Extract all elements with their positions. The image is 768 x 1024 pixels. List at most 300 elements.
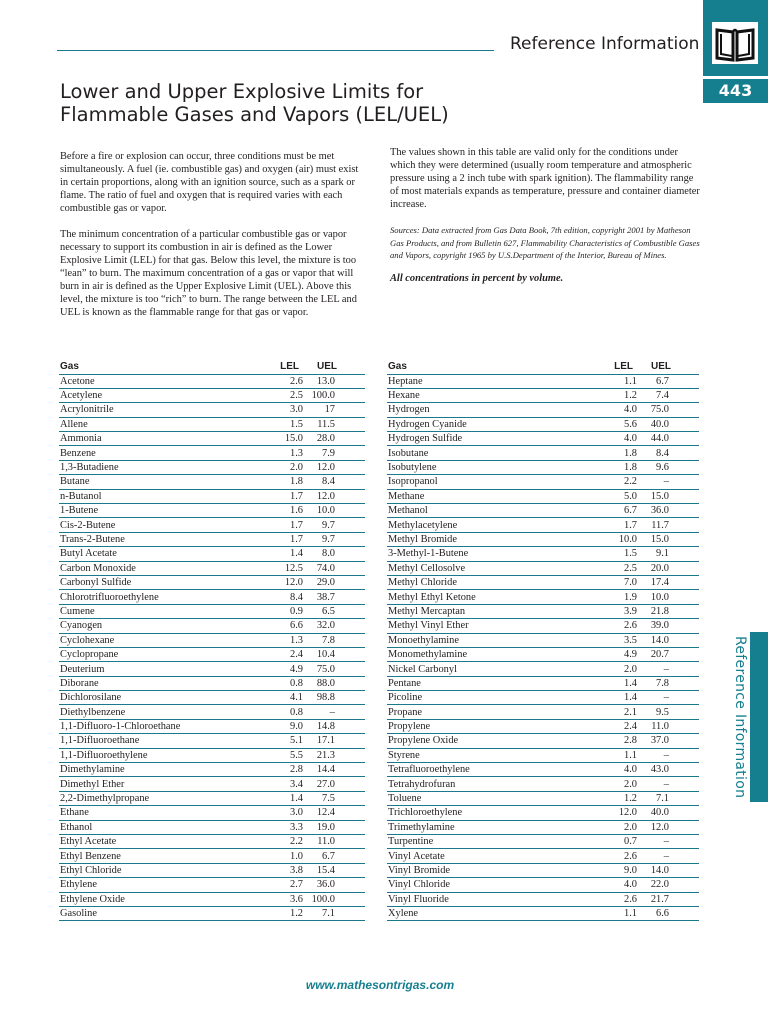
lel-value-cell: 1.6: [263, 504, 303, 518]
lel-value-cell: 2.4: [263, 647, 303, 661]
gas-name-cell: Trimethylamine: [387, 820, 597, 834]
gas-name-cell: Gasoline: [59, 906, 263, 920]
lel-value-cell: 3.3: [263, 820, 303, 834]
uel-value-cell: 8.0: [303, 547, 365, 561]
lel-value-cell: 0.7: [597, 835, 637, 849]
lel-value-cell: 5.6: [597, 417, 637, 431]
uel-value-cell: 32.0: [303, 619, 365, 633]
page-number: 443: [703, 79, 768, 103]
side-tab-label: Reference Information: [732, 636, 748, 799]
uel-value-cell: 75.0: [303, 662, 365, 676]
table-row: [59, 374, 365, 388]
gas-name-cell: Methylacetylene: [387, 518, 597, 532]
gas-name-cell: Butyl Acetate: [59, 547, 263, 561]
gas-name-cell: Cumene: [59, 604, 263, 618]
lel-value-cell: 8.4: [263, 590, 303, 604]
uel-value-cell: 40.0: [637, 417, 699, 431]
table-row: [59, 417, 365, 431]
uel-value-cell: 36.0: [303, 878, 365, 892]
gas-name-cell: Monomethylamine: [387, 647, 597, 661]
uel-value-cell: 14.8: [303, 719, 365, 733]
uel-value-cell: –: [637, 777, 699, 791]
lel-value-cell: 1.8: [597, 460, 637, 474]
uel-value-cell: 21.7: [637, 892, 699, 906]
table-row: [387, 691, 699, 705]
uel-value-cell: 40.0: [637, 806, 699, 820]
lel-value-cell: 1.1: [597, 906, 637, 920]
lel-value-cell: 2.5: [597, 561, 637, 575]
table-row: [387, 906, 699, 920]
lel-value-cell: 3.8: [263, 863, 303, 877]
uel-value-cell: 39.0: [637, 619, 699, 633]
gas-name-cell: Tetrahydrofuran: [387, 777, 597, 791]
gas-name-cell: Heptane: [387, 374, 597, 388]
gas-name-cell: n-Butanol: [59, 489, 263, 503]
uel-value-cell: 14.4: [303, 763, 365, 777]
uel-value-cell: 17.1: [303, 734, 365, 748]
uel-value-cell: 11.7: [637, 518, 699, 532]
gas-name-cell: Isobutane: [387, 446, 597, 460]
gas-name-cell: Turpentine: [387, 835, 597, 849]
intro-paragraph-2: The minimum concentration of a particular combustible gas or vapor necessary to support its combustion in air is defined as the Lower Explosive Limit (LEL) for that gas. Below this level, the mixture is too “lean” to burn. The maximum concentration of a gas or vapor that will burn in air is defined as the Upper Explosive Limit (UEL). Above this level, the mixture is too “rich” to burn. The range between the LEL and UEL is known as the flammable range for that gas or vapor.: [60, 229, 357, 318]
gas-name-cell: Picoline: [387, 691, 597, 705]
gas-name-cell: Cyclopropane: [59, 647, 263, 661]
uel-value-cell: 9.7: [303, 518, 365, 532]
uel-value-cell: 19.0: [303, 820, 365, 834]
lel-value-cell: 3.4: [263, 777, 303, 791]
gas-column-header: Gas: [387, 359, 597, 374]
gas-name-cell: Pentane: [387, 676, 597, 690]
lel-value-cell: 1.7: [597, 518, 637, 532]
lel-value-cell: 0.8: [263, 676, 303, 690]
uel-value-cell: 7.8: [637, 676, 699, 690]
table-row: [387, 561, 699, 575]
table-row: [387, 432, 699, 446]
table-row: [59, 561, 365, 575]
lel-value-cell: 2.6: [597, 849, 637, 863]
uel-value-cell: –: [637, 835, 699, 849]
uel-value-cell: 6.7: [637, 374, 699, 388]
gas-name-cell: Dimethyl Ether: [59, 777, 263, 791]
uel-value-cell: 27.0: [303, 777, 365, 791]
gas-name-cell: Propylene Oxide: [387, 734, 597, 748]
lel-value-cell: 12.0: [263, 575, 303, 589]
uel-column-header: UEL: [637, 359, 699, 374]
gas-name-cell: Hydrogen Sulfide: [387, 432, 597, 446]
uel-value-cell: 10.0: [303, 504, 365, 518]
intro-left-column: [60, 150, 366, 332]
table-row: [387, 518, 699, 532]
lel-value-cell: 4.0: [597, 763, 637, 777]
gas-name-cell: Methyl Bromide: [387, 532, 597, 546]
table-row: [59, 446, 365, 460]
table-row: [387, 575, 699, 589]
table-row: [59, 849, 365, 863]
lel-value-cell: 4.0: [597, 403, 637, 417]
gas-name-cell: Carbonyl Sulfide: [59, 575, 263, 589]
gas-name-cell: Methyl Mercaptan: [387, 604, 597, 618]
uel-value-cell: 9.6: [637, 460, 699, 474]
gas-name-cell: Vinyl Chloride: [387, 878, 597, 892]
table-row: [387, 532, 699, 546]
uel-value-cell: 21.8: [637, 604, 699, 618]
table-row: [59, 647, 365, 661]
sources-note: Sources: Data extracted from Gas Data Book, 7th edition, copyright 2001 by Matheson Gas Products, and from Bulletin 627, Flammability Characteristics of Combustible Gases and Vapors, copyright 1965 by U.S.Department of the Interior, Bureau of Mines.: [390, 225, 700, 260]
uel-value-cell: 15.4: [303, 863, 365, 877]
uel-value-cell: 14.0: [637, 633, 699, 647]
uel-value-cell: 12.4: [303, 806, 365, 820]
table-row: [59, 719, 365, 733]
lel-value-cell: 3.0: [263, 403, 303, 417]
lel-value-cell: 1.9: [597, 590, 637, 604]
lel-value-cell: 4.0: [597, 878, 637, 892]
table-row: [59, 504, 365, 518]
gas-name-cell: Methyl Ethyl Ketone: [387, 590, 597, 604]
gas-name-cell: 1,1-Difluoroethane: [59, 734, 263, 748]
lel-value-cell: 7.0: [597, 575, 637, 589]
gas-name-cell: Cyanogen: [59, 619, 263, 633]
uel-value-cell: 15.0: [637, 489, 699, 503]
uel-value-cell: 12.0: [303, 489, 365, 503]
table-row: [59, 518, 365, 532]
gas-name-cell: Ethyl Chloride: [59, 863, 263, 877]
table-row: [59, 403, 365, 417]
gas-name-cell: Propylene: [387, 719, 597, 733]
lel-value-cell: 1.7: [263, 489, 303, 503]
gas-name-cell: Benzene: [59, 446, 263, 460]
gas-name-cell: Hexane: [387, 388, 597, 402]
table-row: [387, 388, 699, 402]
lel-value-cell: 1.5: [597, 547, 637, 561]
uel-value-cell: 12.0: [303, 460, 365, 474]
table-row: [387, 878, 699, 892]
gas-name-cell: Diborane: [59, 676, 263, 690]
table-header-row: [59, 359, 365, 374]
table-row: [387, 446, 699, 460]
gas-name-cell: Acetylene: [59, 388, 263, 402]
table-row: [59, 734, 365, 748]
uel-value-cell: 29.0: [303, 575, 365, 589]
uel-value-cell: 10.4: [303, 647, 365, 661]
table-row: [387, 417, 699, 431]
intro-paragraph-3: The values shown in this table are valid only for the conditions under which they were determined (usually room temperature and atmospheric pressure using a 2 inch tube with spark ignition). The flammability range of most materials expands as temperature, pressure and container diameter increase.: [390, 147, 700, 210]
side-tab-bar: [750, 632, 768, 802]
gas-name-cell: Methanol: [387, 504, 597, 518]
lel-value-cell: 1.8: [263, 475, 303, 489]
uel-value-cell: 17.4: [637, 575, 699, 589]
gas-table-right: [387, 359, 699, 921]
lel-value-cell: 5.1: [263, 734, 303, 748]
gas-name-cell: Acrylonitrile: [59, 403, 263, 417]
title-line-2: Flammable Gases and Vapors (LEL/UEL): [60, 103, 449, 126]
lel-value-cell: 2.4: [597, 719, 637, 733]
intro-paragraph-1: Before a fire or explosion can occur, three conditions must be met simultaneously. A fuel (ie. combustible gas) and oxygen (air) must exist in certain proportions, along with an ignition source, such as a spark or flame. The ratio of fuel and oxygen that is required varies with each combustible gas or vapor.: [60, 151, 359, 214]
uel-value-cell: 7.8: [303, 633, 365, 647]
uel-value-cell: 7.9: [303, 446, 365, 460]
table-row: [387, 489, 699, 503]
table-row: [387, 662, 699, 676]
table-row: [387, 863, 699, 877]
uel-value-cell: 100.0: [303, 388, 365, 402]
lel-value-cell: 3.5: [597, 633, 637, 647]
table-row: [59, 820, 365, 834]
gas-name-cell: Nickel Carbonyl: [387, 662, 597, 676]
uel-value-cell: 7.4: [637, 388, 699, 402]
table-row: [387, 705, 699, 719]
lel-value-cell: 3.9: [597, 604, 637, 618]
gas-name-cell: Acetone: [59, 374, 263, 388]
lel-value-cell: 2.2: [263, 835, 303, 849]
uel-value-cell: 6.5: [303, 604, 365, 618]
gas-name-cell: Toluene: [387, 791, 597, 805]
table-row: [387, 547, 699, 561]
uel-value-cell: 100.0: [303, 892, 365, 906]
lel-value-cell: 1.2: [597, 388, 637, 402]
uel-value-cell: 14.0: [637, 863, 699, 877]
uel-value-cell: 6.6: [637, 906, 699, 920]
gas-name-cell: Isobutylene: [387, 460, 597, 474]
table-row: [387, 892, 699, 906]
uel-value-cell: 22.0: [637, 878, 699, 892]
lel-value-cell: 15.0: [263, 432, 303, 446]
gas-name-cell: Vinyl Bromide: [387, 863, 597, 877]
lel-value-cell: 2.6: [597, 892, 637, 906]
gas-name-cell: 1,1-Difluoro-1-Chloroethane: [59, 719, 263, 733]
lel-value-cell: 3.0: [263, 806, 303, 820]
uel-value-cell: 10.0: [637, 590, 699, 604]
lel-value-cell: 1.4: [597, 676, 637, 690]
gas-name-cell: Methane: [387, 489, 597, 503]
gas-name-cell: Trans-2-Butene: [59, 532, 263, 546]
uel-value-cell: 9.7: [303, 532, 365, 546]
gas-name-cell: Ethylene: [59, 878, 263, 892]
table-row: [387, 460, 699, 474]
table-row: [59, 432, 365, 446]
gas-name-cell: 2,2-Dimethylpropane: [59, 791, 263, 805]
gas-name-cell: Cyclohexane: [59, 633, 263, 647]
table-row: [387, 619, 699, 633]
table-row: [59, 575, 365, 589]
lel-value-cell: 9.0: [597, 863, 637, 877]
uel-value-cell: 7.1: [303, 906, 365, 920]
gas-name-cell: 1,1-Difluoroethylene: [59, 748, 263, 762]
lel-value-cell: 2.6: [597, 619, 637, 633]
table-row: [59, 878, 365, 892]
gas-name-cell: Butane: [59, 475, 263, 489]
gas-name-cell: Dichlorosilane: [59, 691, 263, 705]
table-row: [59, 691, 365, 705]
table-row: [387, 647, 699, 661]
uel-value-cell: 15.0: [637, 532, 699, 546]
gas-name-cell: Ethanol: [59, 820, 263, 834]
gas-name-cell: Hydrogen: [387, 403, 597, 417]
gas-name-cell: Deuterium: [59, 662, 263, 676]
uel-value-cell: 9.5: [637, 705, 699, 719]
table-row: [387, 604, 699, 618]
lel-value-cell: 1.4: [263, 791, 303, 805]
lel-value-cell: 2.0: [263, 460, 303, 474]
lel-value-cell: 1.4: [597, 691, 637, 705]
gas-name-cell: Ethane: [59, 806, 263, 820]
lel-column-header: LEL: [263, 359, 303, 374]
table-row: [387, 791, 699, 805]
lel-value-cell: 4.0: [597, 432, 637, 446]
gas-name-cell: Ammonia: [59, 432, 263, 446]
uel-value-cell: 11.0: [303, 835, 365, 849]
table-row: [387, 475, 699, 489]
table-row: [59, 388, 365, 402]
table-row: [387, 504, 699, 518]
gas-name-cell: Ethyl Acetate: [59, 835, 263, 849]
gas-name-cell: Tetrafluoroethylene: [387, 763, 597, 777]
lel-value-cell: 2.5: [263, 388, 303, 402]
lel-value-cell: 4.1: [263, 691, 303, 705]
gas-name-cell: Cis-2-Butene: [59, 518, 263, 532]
table-row: [387, 633, 699, 647]
uel-value-cell: 8.4: [303, 475, 365, 489]
uel-value-cell: –: [637, 748, 699, 762]
table-row: [59, 791, 365, 805]
gas-name-cell: Monoethylamine: [387, 633, 597, 647]
table-row: [387, 763, 699, 777]
section-title: Reference Information: [510, 34, 700, 54]
gas-name-cell: Vinyl Fluoride: [387, 892, 597, 906]
table-row: [59, 892, 365, 906]
lel-value-cell: 12.0: [597, 806, 637, 820]
table-row: [59, 906, 365, 920]
gas-name-cell: Propane: [387, 705, 597, 719]
table-row: [59, 489, 365, 503]
footer-url: www.mathesontrigas.com: [305, 978, 455, 992]
table-row: [387, 849, 699, 863]
uel-value-cell: 98.8: [303, 691, 365, 705]
gas-name-cell: Diethylbenzene: [59, 705, 263, 719]
header-rule: [57, 50, 494, 51]
lel-value-cell: 4.9: [263, 662, 303, 676]
uel-value-cell: –: [637, 475, 699, 489]
gas-name-cell: Chlorotrifluoroethylene: [59, 590, 263, 604]
gas-name-cell: Methyl Cellosolve: [387, 561, 597, 575]
table-header-row: [387, 359, 699, 374]
lel-value-cell: 0.8: [263, 705, 303, 719]
table-row: [59, 705, 365, 719]
table-row: [59, 532, 365, 546]
gas-name-cell: 1,3-Butadiene: [59, 460, 263, 474]
uel-value-cell: 6.7: [303, 849, 365, 863]
gas-name-cell: Trichloroethylene: [387, 806, 597, 820]
table-row: [59, 863, 365, 877]
concentration-note: All concentrations in percent by volume.: [390, 272, 564, 284]
lel-value-cell: 6.6: [263, 619, 303, 633]
lel-value-cell: 1.0: [263, 849, 303, 863]
lel-value-cell: 2.0: [597, 777, 637, 791]
table-row: [387, 734, 699, 748]
lel-value-cell: 5.0: [597, 489, 637, 503]
table-row: [387, 820, 699, 834]
uel-value-cell: 12.0: [637, 820, 699, 834]
lel-value-cell: 2.2: [597, 475, 637, 489]
lel-value-cell: 2.0: [597, 662, 637, 676]
uel-value-cell: 11.0: [637, 719, 699, 733]
gas-name-cell: 3-Methyl-1-Butene: [387, 547, 597, 561]
table-row: [59, 662, 365, 676]
gas-name-cell: Methyl Chloride: [387, 575, 597, 589]
uel-value-cell: 20.7: [637, 647, 699, 661]
table-row: [387, 590, 699, 604]
lel-value-cell: 9.0: [263, 719, 303, 733]
table-row: [59, 748, 365, 762]
uel-value-cell: 20.0: [637, 561, 699, 575]
table-row: [387, 777, 699, 791]
uel-value-cell: –: [637, 662, 699, 676]
uel-value-cell: 75.0: [637, 403, 699, 417]
lel-value-cell: 2.0: [597, 820, 637, 834]
gas-table-left: [59, 359, 365, 921]
lel-value-cell: 1.8: [597, 446, 637, 460]
lel-value-cell: 0.9: [263, 604, 303, 618]
book-icon: [712, 22, 758, 64]
gas-name-cell: Xylene: [387, 906, 597, 920]
lel-value-cell: 5.5: [263, 748, 303, 762]
lel-value-cell: 1.3: [263, 633, 303, 647]
table-row: [59, 590, 365, 604]
lel-value-cell: 1.3: [263, 446, 303, 460]
uel-value-cell: 13.0: [303, 374, 365, 388]
table-row: [59, 806, 365, 820]
table-row: [59, 619, 365, 633]
lel-column-header: LEL: [597, 359, 637, 374]
table-row: [59, 547, 365, 561]
table-row: [387, 806, 699, 820]
gas-name-cell: Vinyl Acetate: [387, 849, 597, 863]
table-row: [387, 403, 699, 417]
lel-value-cell: 1.7: [263, 532, 303, 546]
lel-value-cell: 2.8: [263, 763, 303, 777]
uel-value-cell: 43.0: [637, 763, 699, 777]
uel-column-header: UEL: [303, 359, 365, 374]
lel-value-cell: 10.0: [597, 532, 637, 546]
table-row: [387, 719, 699, 733]
table-row: [387, 835, 699, 849]
lel-value-cell: 2.1: [597, 705, 637, 719]
title-line-1: Lower and Upper Explosive Limits for: [60, 80, 424, 103]
uel-value-cell: 17: [303, 403, 365, 417]
lel-value-cell: 1.2: [597, 791, 637, 805]
gas-name-cell: Isopropanol: [387, 475, 597, 489]
uel-value-cell: 74.0: [303, 561, 365, 575]
lel-value-cell: 2.7: [263, 878, 303, 892]
gas-name-cell: Dimethylamine: [59, 763, 263, 777]
gas-name-cell: 1-Butene: [59, 504, 263, 518]
gas-name-cell: Hydrogen Cyanide: [387, 417, 597, 431]
gas-name-cell: Carbon Monoxide: [59, 561, 263, 575]
uel-value-cell: 44.0: [637, 432, 699, 446]
table-row: [59, 835, 365, 849]
uel-value-cell: 11.5: [303, 417, 365, 431]
uel-value-cell: 7.1: [637, 791, 699, 805]
lel-value-cell: 12.5: [263, 561, 303, 575]
table-row: [387, 374, 699, 388]
lel-value-cell: 1.5: [263, 417, 303, 431]
uel-value-cell: –: [637, 691, 699, 705]
gas-name-cell: Ethyl Benzene: [59, 849, 263, 863]
lel-value-cell: 1.2: [263, 906, 303, 920]
table-row: [59, 604, 365, 618]
lel-value-cell: 3.6: [263, 892, 303, 906]
uel-value-cell: 37.0: [637, 734, 699, 748]
gas-name-cell: Methyl Vinyl Ether: [387, 619, 597, 633]
uel-value-cell: 8.4: [637, 446, 699, 460]
